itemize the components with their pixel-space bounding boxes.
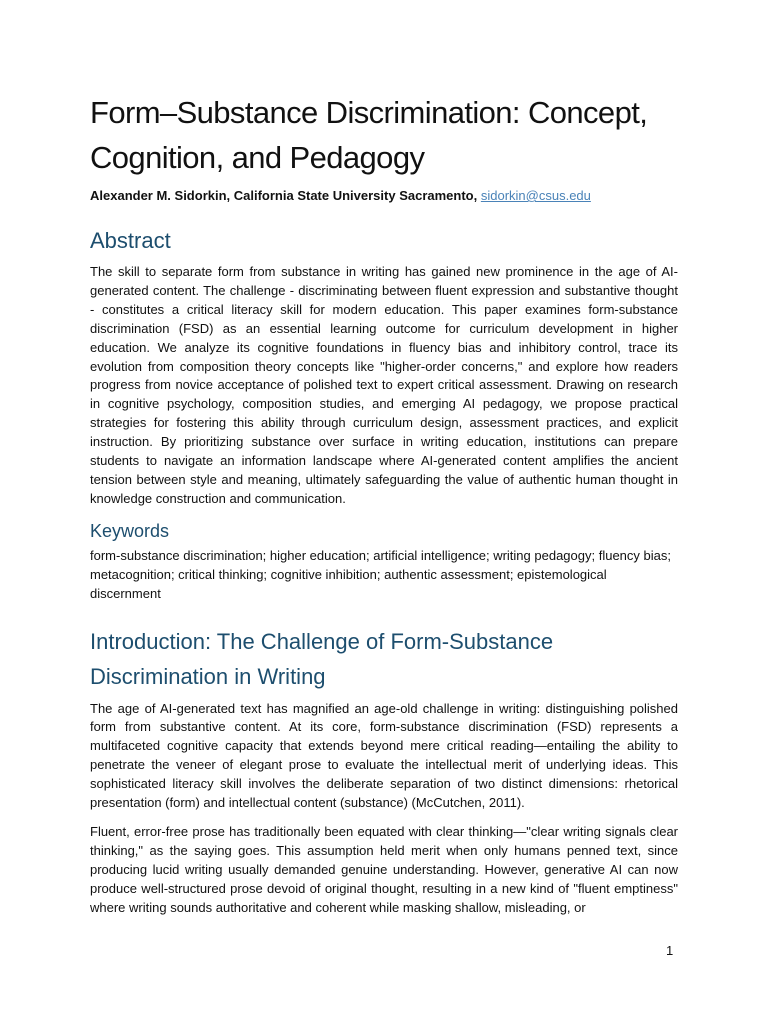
page-number: 1 [666, 943, 674, 958]
paper-page [90, 90, 678, 917]
author-affiliation: Alexander M. Sidorkin, California State University Sacramento, [90, 188, 478, 203]
abstract-text: The skill to separate form from substance in writing has gained new prominence in the age of AI-generated content. The challenge - discriminating between fluent expression and substantive thought - constitutes a critical literacy skill for modern education. This paper examines form-substance discrimination (FSD) as an essential learning outcome for curriculum development in higher education. We analyze its cognitive foundations in fluency bias and inhibitory control, trace its evolution from composition theory concepts like "higher-order concerns," and explore how readers progress from novice acceptance of polished text to expert critical assessment. Drawing on research in cognitive psychology, composition studies, and emerging AI pedagogy, we propose practical strategies for fostering this ability through curriculum design, assessment practices, and explicit instruction. By prioritizing substance over surface in writing education, institutions can prepare students to navigate an information landscape where AI-generated content amplifies the ancient tension between style and meaning, ultimately safeguarding the value of authentic human thought in knowledge construction and communication. [90, 264, 678, 506]
introduction-paragraph-2: Fluent, error-free prose has traditionally been equated with clear thinking—"clear writing signals clear thinking," as the saying goes. This assumption held merit when only humans penned text, since producing lucid writing usually demanded genuine understanding. However, generative AI can now produce well-structured prose devoid of original thought, resulting in a new kind of "fluent emptiness" where writing sounds authoritative and coherent while masking shallow, misleading, or [90, 823, 678, 915]
introduction-paragraph-1: The age of AI-generated text has magnified an age-old challenge in writing: distinguishing polished form from substantive content. At its core, form-substance discrimination (FSD) represents a multifaceted cognitive capacity that extends beyond mere critical reading—entailing the ability to penetrate the veneer of elegant prose to evaluate the intellectual merit of underlying ideas. This sophisticated literacy skill involves the deliberate separation of two distinct dimensions: rhetorical presentation (form) and intellectual content (substance) (McCutchen, 2011). [90, 700, 678, 811]
introduction-heading: Introduction: The Challenge of Form-Substance Discrimination in Writing [90, 628, 554, 689]
abstract-heading: Abstract [90, 228, 171, 253]
author-line [90, 187, 678, 205]
keywords-text: form-substance discrimination; higher education; artificial intelligence; writing pedagogy; fluency bias; metacognition; critical thinking; cognitive inhibition; authentic assessment; epistemological discernment [90, 547, 671, 601]
author-email-link[interactable]: sidorkin@csus.edu [480, 188, 591, 203]
keywords-heading: Keywords [90, 520, 170, 541]
paper-title: Form–Substance Discrimination: Concept, Cognition, and Pedagogy [90, 95, 648, 175]
